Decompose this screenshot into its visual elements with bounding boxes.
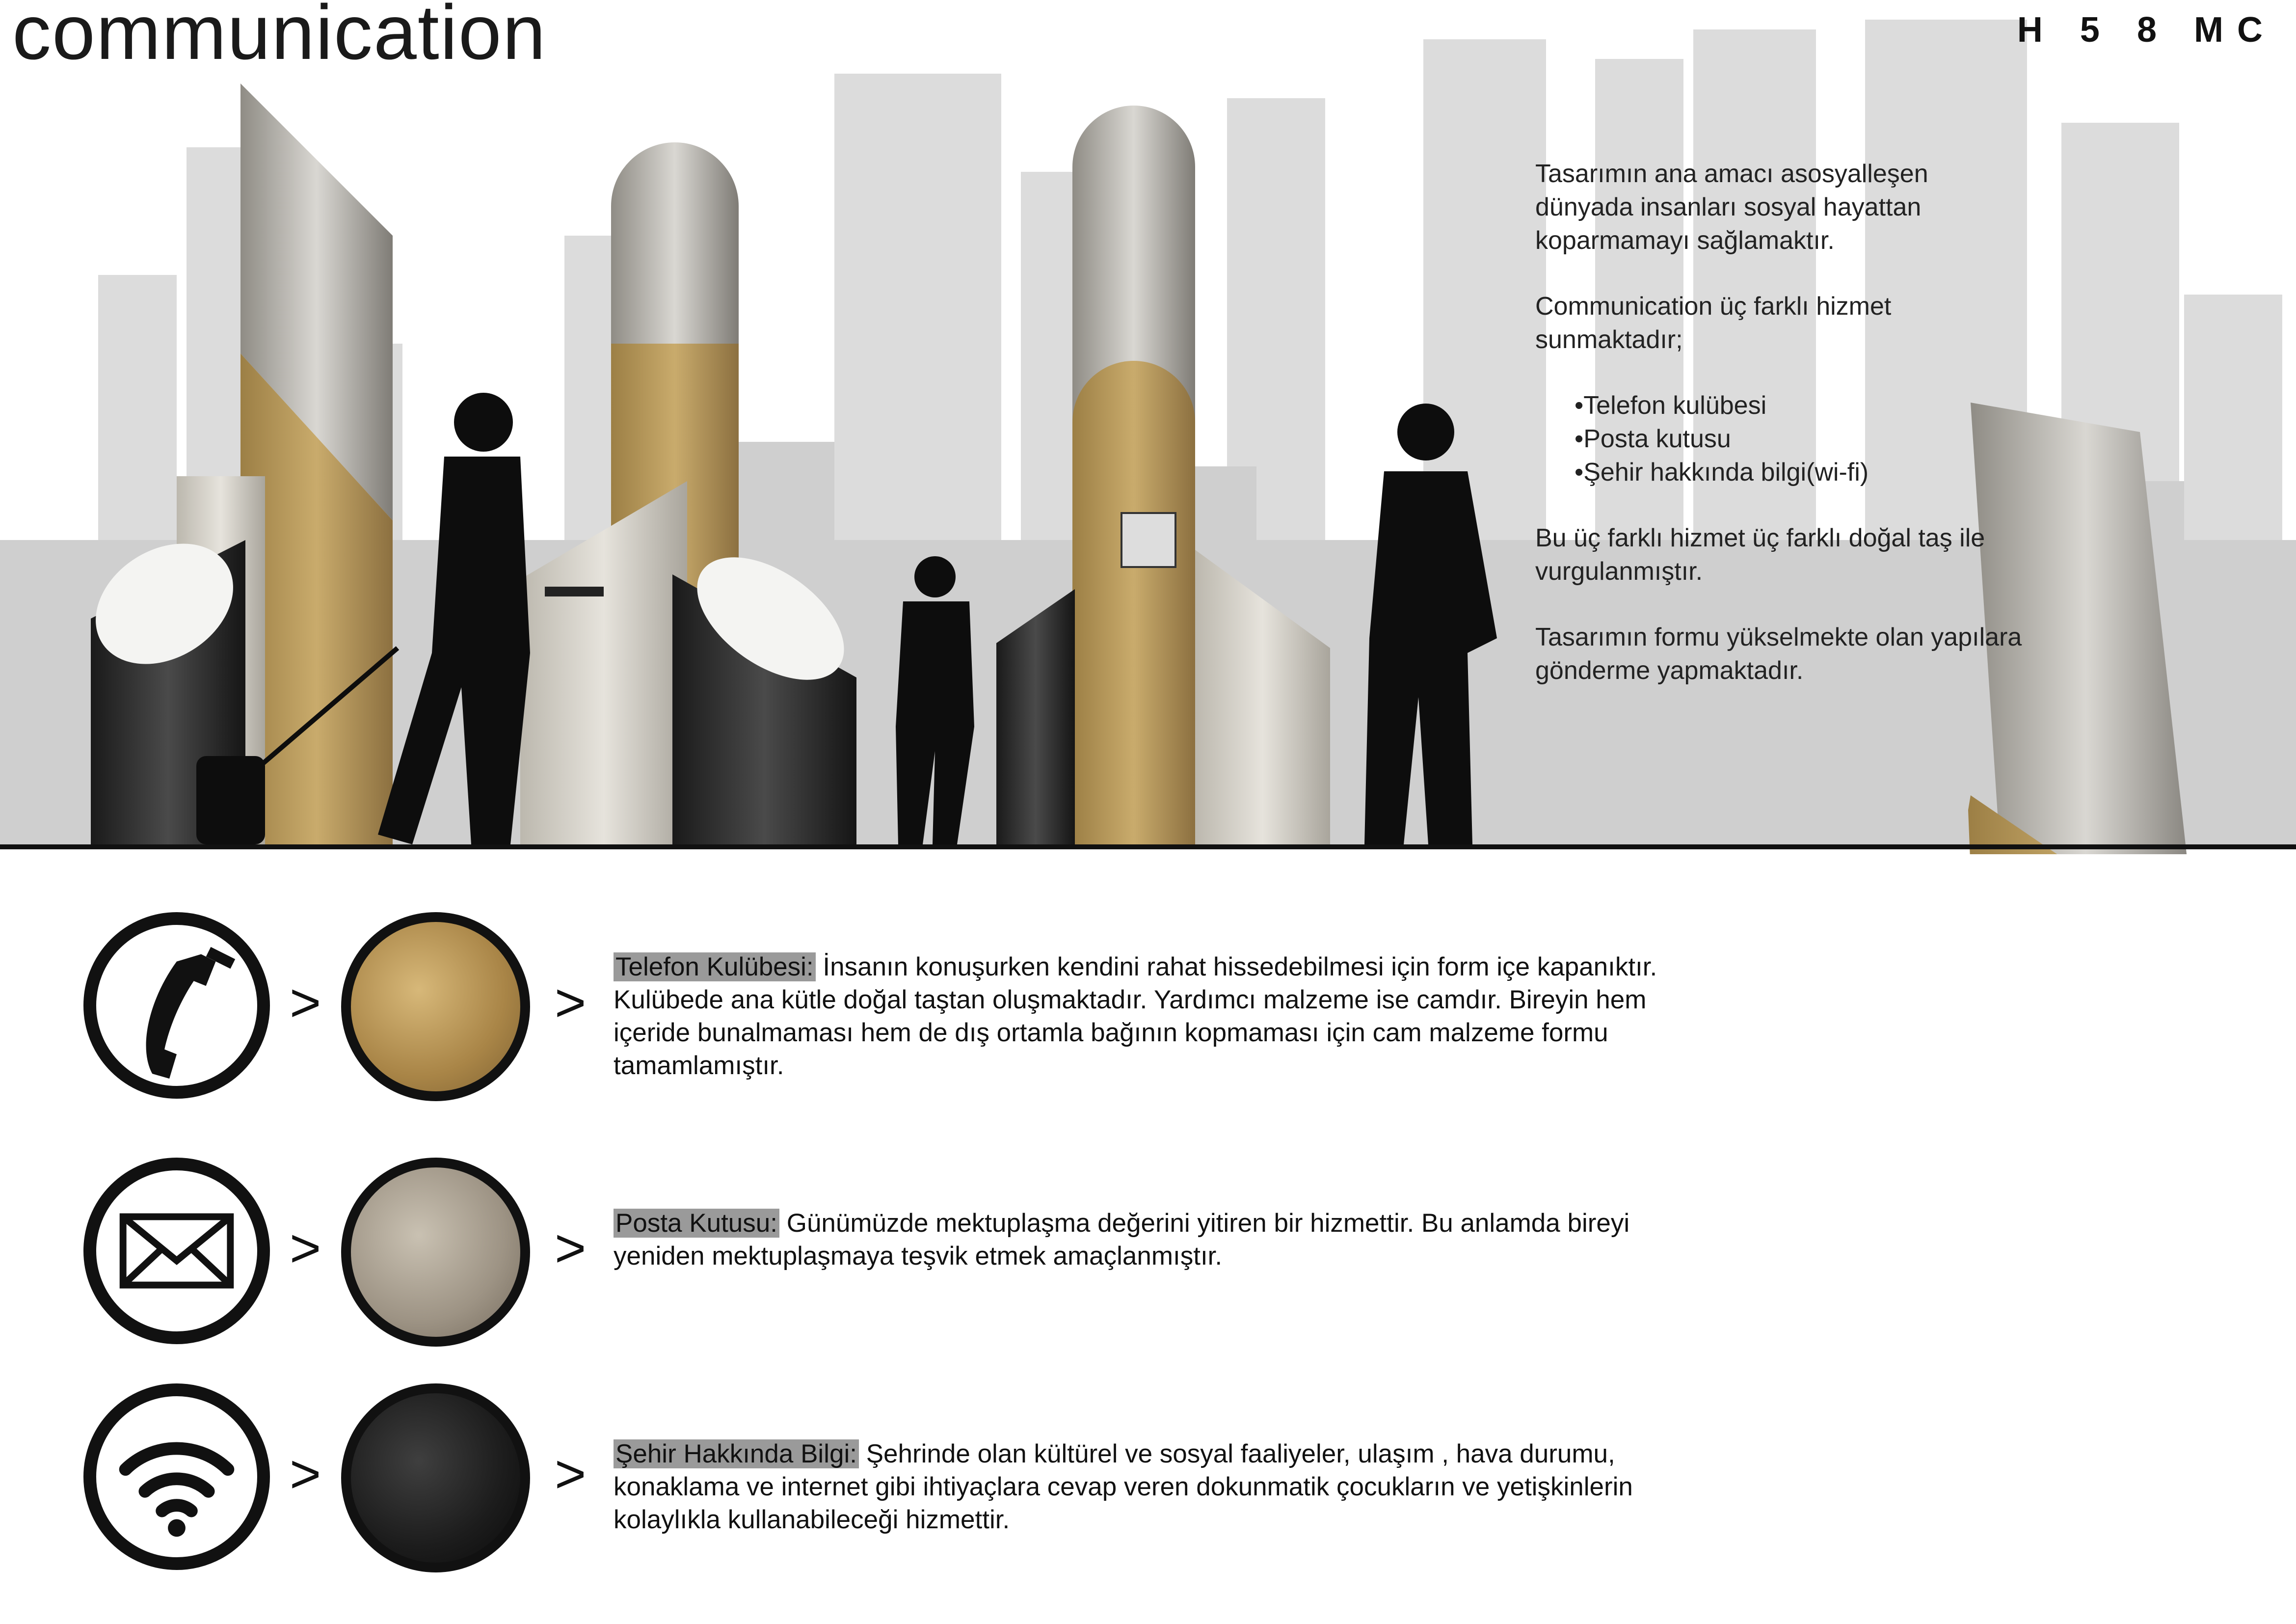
service-row-wifi <box>0 1383 1669 1590</box>
stone-sample-travertine <box>341 912 530 1101</box>
service-description <box>614 950 1669 1082</box>
service-item: • Şehir hakkında bilgi(wi-fi) <box>1575 456 2026 489</box>
separator-arrow: > <box>555 973 587 1033</box>
separator-arrow: > <box>555 1444 587 1504</box>
project-code: H 5 8 MC <box>2017 10 2276 50</box>
service-description <box>614 1437 1669 1536</box>
services-list <box>1535 389 2026 489</box>
separator-arrow: > <box>290 1444 321 1504</box>
intro-text <box>1535 157 2026 720</box>
separator-arrow: > <box>555 1218 587 1278</box>
separator-arrow: > <box>290 1218 321 1278</box>
stone-sample-grey <box>341 1158 530 1347</box>
intro-paragraph-4: Tasarımın formu yükselmekte olan yapılara gönderme yapmaktadır. <box>1535 623 2022 685</box>
ground-line <box>0 844 2296 849</box>
service-row-phone <box>0 912 1669 1118</box>
service-text: İnsanın konuşurken kendini rahat hissedebilmesi için form içe kapanıktır. Kulübede ana kütle doğal taştan oluşmaktadır. Yardımcı malzeme ise camdır. Bireyin hem içeride bunalmaması hem de dış ortamla bağının kopmaması için cam malzeme formu tamamlamıştır. <box>614 952 1657 1080</box>
separator-arrow: > <box>290 973 321 1033</box>
intro-paragraph-1: Tasarımın ana amacı asosyalleşen dünyada insanları sosyal hayattan koparmamayı sağlamaktır. <box>1535 160 1928 255</box>
services-lead: Communication üç farklı hizmet sunmaktadır; <box>1535 292 1892 354</box>
service-item: • Posta kutusu <box>1575 422 2026 456</box>
intro-paragraph-3: Bu üç farklı hizmet üç farklı doğal taş ile vurgulanmıştır. <box>1535 524 1985 586</box>
page-title: communication <box>12 0 547 76</box>
envelope-icon <box>83 1158 270 1344</box>
service-row-mail <box>0 1158 1669 1364</box>
service-text: Günümüzde mektuplaşma değerini yitiren bir hizmettir. Bu anlamda bireyi yeniden mektuplaşmaya teşvik etmek amaçlanmıştır. <box>614 1209 1630 1271</box>
service-label: Telefon Kulübesi: <box>614 952 816 981</box>
intro-paragraph-2 <box>1535 290 2026 356</box>
service-item: • Telefon kulübesi <box>1575 389 2026 422</box>
service-text: Şehrinde olan kültürel ve sosyal faaliyeler, ulaşım , hava durumu, konaklama ve internet gibi ihtiyaçlara cevap veren dokunmatik çocukların ve yetişkinlerin kolaylıkla kullanabileceği hizmettir. <box>614 1439 1633 1534</box>
wifi-icon <box>83 1383 270 1570</box>
service-label: Posta Kutusu: <box>614 1209 779 1238</box>
stone-sample-marble <box>341 1383 530 1572</box>
service-label: Şehir Hakkında Bilgi: <box>614 1439 859 1468</box>
service-description <box>614 1207 1669 1272</box>
phone-icon <box>83 912 270 1099</box>
